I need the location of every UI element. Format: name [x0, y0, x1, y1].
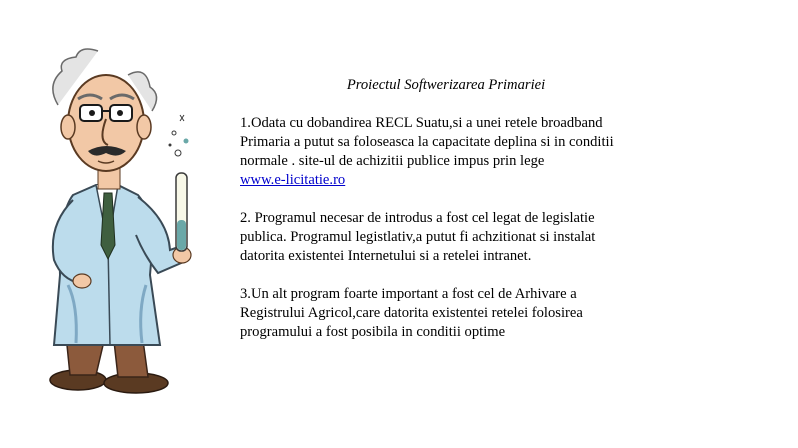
document-body	[240, 76, 760, 361]
paragraph-1-line-3: normale . site-ul de achizitii publice impus prin lege	[240, 153, 545, 169]
paragraph-2-line-3: datorita existentei Internetului si a retelei intranet.	[240, 248, 532, 264]
paragraph-1-line-1: 1.Odata cu dobandirea RECL Suatu,si a unei retele broadband	[240, 115, 603, 131]
scientist-illustration	[18, 45, 218, 400]
paragraph-3	[240, 285, 670, 342]
paragraph-3-line-1: 3.Un alt program foarte important a fost cel de Arhivare a	[240, 286, 577, 302]
document-title: Proiectul Softwerizarea Primariei	[346, 77, 546, 93]
paragraph-3-line-3: programului a fost posibila in conditii optime	[240, 324, 506, 340]
paragraph-2	[240, 209, 670, 266]
paragraph-3-line-2: Registrului Agricol,care datorita existentei retelei folosirea	[240, 305, 583, 321]
paragraph-1	[240, 114, 670, 190]
e-licitatie-link[interactable]: www.e-licitatie.ro	[240, 172, 346, 188]
scientist-with-test-tube-icon	[18, 45, 218, 400]
paragraph-2-line-1: 2. Programul necesar de introdus a fost cel legat de legislatie	[240, 210, 595, 226]
paragraph-1-line-2: Primaria a putut sa foloseasca la capacitate deplina si in conditii	[240, 134, 614, 150]
paragraph-2-line-2: publica. Programul legistlativ,a putut fi achzitionat si instalat	[240, 229, 596, 245]
